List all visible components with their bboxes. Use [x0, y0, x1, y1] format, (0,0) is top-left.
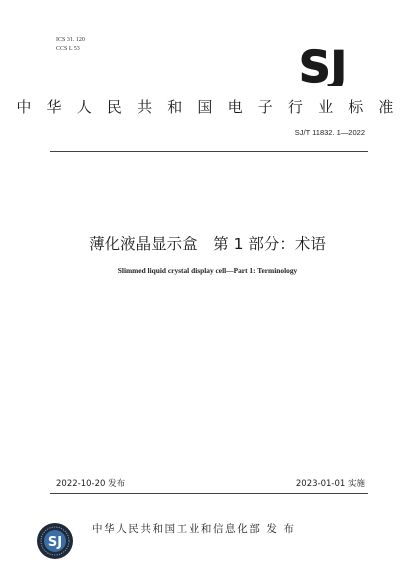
ics-code: ICS 31. 120 — [56, 37, 85, 43]
issue-date: 2022-10-20 发布 — [56, 479, 126, 489]
document-title-english: Slimmed liquid crystal display cell—Part 1: Terminology — [117, 266, 298, 275]
document-title-chinese: 薄化液晶显示盒 第 1 部分：术语 — [89, 235, 326, 253]
publisher-name: 中华人民共和国工业和信息化部 发 布 — [92, 523, 296, 535]
publisher-emblem-graphic — [36, 522, 74, 560]
bottom-divider — [50, 493, 368, 494]
publisher-emblem — [36, 522, 74, 560]
emblem-text: SJ — [47, 535, 63, 550]
sj-logo-graphic — [292, 44, 354, 86]
sj-logo — [292, 44, 354, 86]
standard-number: SJ/T 11832. 1—2022 — [294, 128, 365, 137]
standard-category-title: 中 华 人 民 共 和 国 电 子 行 业 标 准 — [16, 98, 399, 116]
ccs-code: CCS L 53 — [56, 46, 80, 52]
effective-date: 2023-01-01 实施 — [295, 479, 365, 489]
sj-logo-text: SJ — [298, 44, 348, 86]
top-divider — [50, 151, 368, 152]
